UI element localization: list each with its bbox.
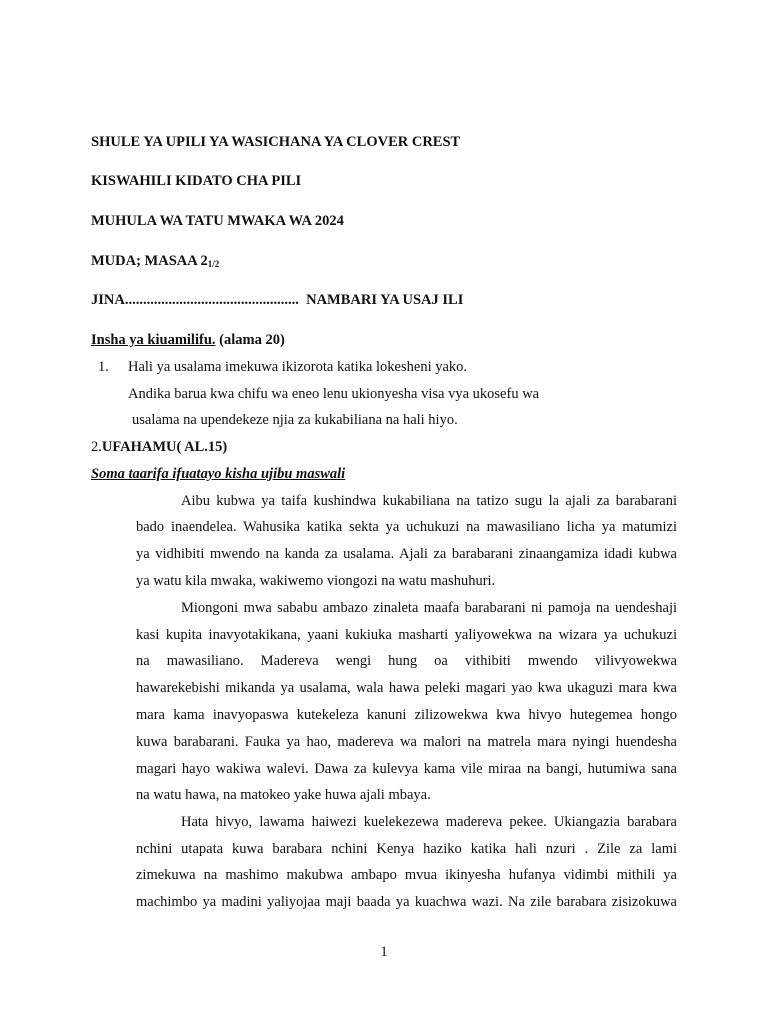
- q1-title: Insha ya kiuamilifu.: [91, 332, 216, 348]
- passage-line: na mawasiliano. Madereva wengi hung oa vithibiti mwendo vilivyowekwa: [136, 653, 677, 669]
- duration-label: MUDA; MASAA 2: [91, 253, 208, 269]
- passage-line: bado inaendelea. Wahusika katika sekta ya uchukuzi na mawasiliano licha ya matumizi: [136, 519, 677, 535]
- term-title: MUHULA WA TATU MWAKA WA 2024: [91, 213, 344, 229]
- passage-line: ya watu kila mwaka, wakiwemo viongozi na watu mashuhuri.: [136, 573, 496, 589]
- name-dots: ................................................: [124, 292, 299, 308]
- q1-marks: (alama 20): [219, 332, 285, 348]
- passage-line: nchini utapata kuwa barabara nchini Kenya haziko katika hali nzuri . Zile za lami: [136, 841, 677, 857]
- passage-line: kuwa barabarani. Fauka ya hao, madereva wa malori na matrela mara nyingi huendesha: [136, 734, 677, 750]
- school-name: SHULE YA UPILI YA WASICHANA YA CLOVER CREST: [91, 134, 461, 150]
- passage-line: na watu hawa, na matokeo yake huwa ajali mbaya.: [136, 787, 431, 803]
- subject-title: KISWAHILI KIDATO CHA PILI: [91, 173, 302, 189]
- q2-instruction: Soma taarifa ifuatayo kisha ujibu maswali: [91, 466, 346, 482]
- passage-line: ya vidhibiti mwendo na kanda za usalama. Ajali za barabarani zinaangamiza idadi kubwa: [136, 546, 677, 562]
- passage-line: zimekuwa na mashimo makubwa ambapo mvua ikinyesha hufanya vidimbi mithili ya: [136, 867, 677, 883]
- exam-duration: [91, 252, 219, 273]
- name-line: [91, 291, 463, 309]
- passage-line: Hata hivyo, lawama haiwezi kuelekezewa madereva pekee. Ukiangazia barabara: [181, 814, 677, 830]
- q2-number: 2.: [91, 439, 102, 455]
- q1-line: Hali ya usalama imekuwa ikizorota katika lokesheni yako.: [128, 359, 468, 375]
- passage-line: machimbo ya madini yaliyojaa maji baada ya kuachwa wazi. Na zile barabara zisizokuwa: [136, 894, 677, 910]
- passage-line: hawarekebishi mikanda ya usalama, wala hawa peleki magari yao kwa ukaguzi mara kwa: [136, 680, 677, 696]
- name-label: JINA: [91, 292, 125, 308]
- passage-line: kasi kupita inavyotakikana, yaani kukiuka masharti yaliyowekwa na wizara ya uchukuzi: [136, 627, 677, 643]
- passage-line: Miongoni mwa sababu ambazo zinaleta maafa barabarani ni pamoja na uendeshaji: [181, 600, 677, 616]
- q1-line: Andika barua kwa chifu wa eneo lenu ukionyesha visa vya ukosefu wa: [128, 386, 540, 402]
- duration-fraction: 1/2: [207, 259, 220, 269]
- passage-line: magari hayo wakiwa walevi. Dawa za kulevya kama vile miraa na bangi, hutumiwa sana: [136, 761, 677, 777]
- q1-line: usalama na upendekeze njia za kukabiliana na hali hiyo.: [132, 412, 458, 428]
- page-number: 1: [380, 944, 388, 960]
- registration-label: NAMBARI YA USAJ ILI: [306, 292, 464, 308]
- passage-line: mara kama inavyopaswa kutekeleza kanuni zilizowekwa kwa hivyo hutegemea hongo: [136, 707, 677, 723]
- q2-title: UFAHAMU( AL.15): [101, 439, 228, 455]
- passage-line: Aibu kubwa ya taifa kushindwa kukabiliana na tatizo sugu la ajali za barabarani: [181, 493, 677, 509]
- q1-number: 1.: [98, 359, 109, 375]
- q2-heading: [91, 438, 227, 456]
- q1-heading: [91, 331, 285, 349]
